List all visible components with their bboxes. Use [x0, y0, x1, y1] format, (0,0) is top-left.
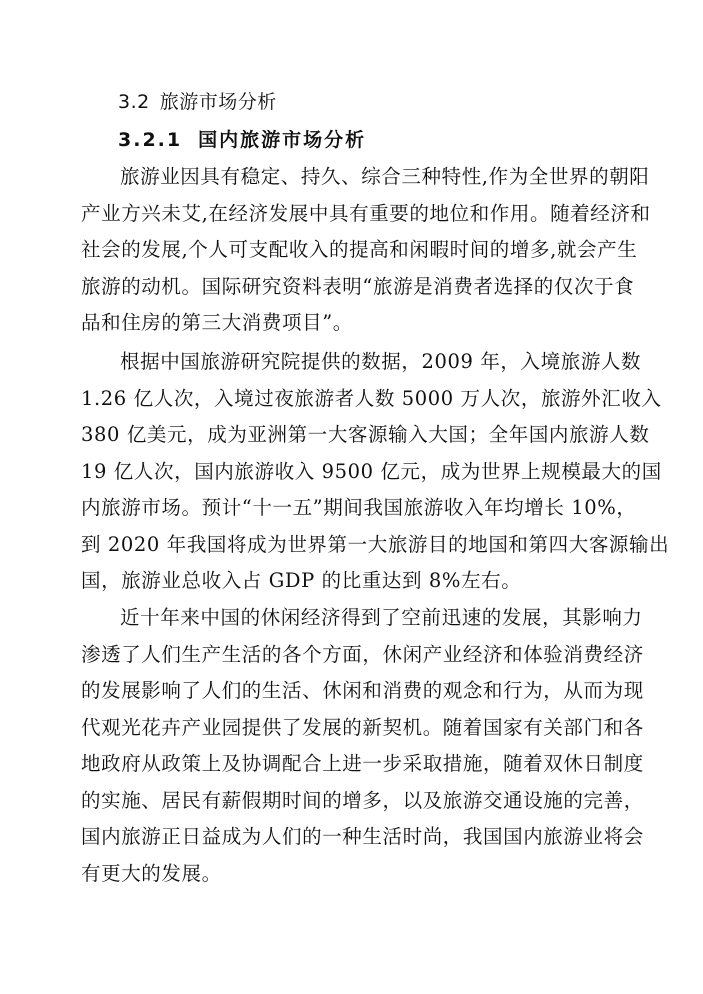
subsection-heading	[118, 126, 366, 154]
paragraph-line: 的实施、居民有薪假期时间的增多，以及旅游交通设施的完善，	[81, 788, 644, 812]
paragraph-line: 国内旅游正日益成为人们的一种生活时尚，我国国内旅游业将会	[81, 825, 644, 848]
paragraph-line: 近十年来中国的休闲经济得到了空前迅速的发展，其影响力	[120, 606, 643, 629]
paragraph-2	[81, 344, 670, 600]
section-number: 3.2	[118, 91, 150, 113]
paragraph-line: 1.26 亿人次，入境过夜旅游者人数 5000 万人次，旅游外汇收入	[81, 386, 662, 410]
subsection-title: 国内旅游市场分析	[198, 129, 367, 151]
paragraph-line: 代观光花卉产业园提供了发展的新契机。随着国家有关部门和各	[81, 715, 644, 739]
paragraph-line: 国，旅游业总收入占 GDP 的比重达到 8%左右。	[81, 569, 522, 592]
paragraph-line: 品和住房的第三大消费项目”。	[81, 311, 353, 334]
paragraph-line: 产业方兴未艾,在经济发展中具有重要的地位和作用。随着经济和	[81, 201, 651, 225]
section-heading	[118, 88, 277, 116]
paragraph-line: 的发展影响了人们的生活、休闲和消费的观念和行为，从而为现	[81, 679, 644, 702]
paragraph-line: 旅游的动机。国际研究资料表明“旅游是消费者选择的仅次于食	[81, 274, 635, 298]
section-title: 旅游市场分析	[159, 91, 277, 113]
paragraph-line: 旅游业因具有稳定、持久、综合三种特性,作为全世界的朝阳	[120, 165, 650, 188]
paragraph-line: 地政府从政策上及协调配合上进一步采取措施，随着双休日制度	[81, 752, 644, 775]
paragraph-1	[81, 159, 651, 342]
paragraph-line: 380 亿美元，成为亚洲第一大客源输入大国；全年国内旅游人数	[81, 423, 650, 446]
paragraph-line: 渗透了人们生产生活的各个方面，休闲产业经济和体验消费经济	[81, 642, 644, 666]
subsection-number: 3.2.1	[118, 129, 183, 151]
paragraph-line: 19 亿人次，国内旅游收入 9500 亿元，成为世界上规模最大的国	[81, 459, 662, 483]
paragraph-line: 社会的发展,个人可支配收入的提高和闲暇时间的增多,就会产生	[81, 238, 638, 261]
paragraph-line: 到 2020 年我国将成为世界第一大旅游目的地国和第四大客源输出	[81, 532, 670, 556]
paragraph-3	[81, 600, 644, 892]
paragraph-line: 内旅游市场。预计“十一五”期间我国旅游收入年均增长 10%，	[81, 496, 637, 519]
paragraph-line: 有更大的发展。	[81, 861, 222, 885]
paragraph-line: 根据中国旅游研究院提供的数据，2009 年，入境旅游人数	[120, 350, 642, 373]
